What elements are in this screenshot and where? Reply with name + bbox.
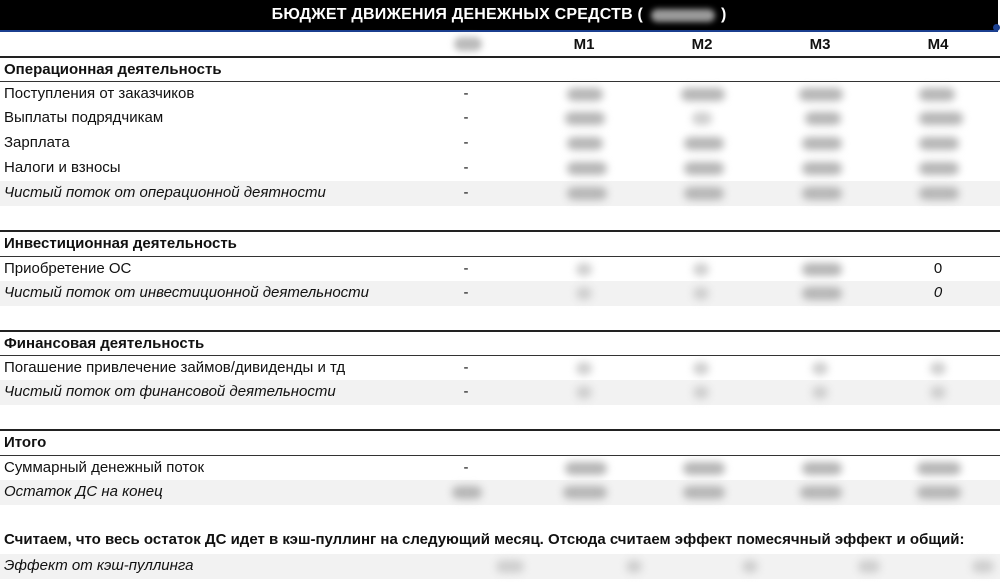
redacted-value [805, 112, 841, 125]
column-header-m4: M4 [927, 36, 949, 53]
row-label: Чистый поток от инвестиционной деятельности [4, 284, 370, 301]
redacted-value [693, 386, 709, 399]
table-row [0, 81, 1000, 107]
section-title: Инвестиционная деятельность [4, 235, 237, 252]
redacted-value [563, 486, 607, 499]
column-header-m1: M1 [573, 36, 595, 53]
row-label: Чистый поток от финансовой деятельности [4, 383, 336, 400]
redacted-value [917, 486, 961, 499]
redacted-value [626, 560, 642, 573]
redacted-value [693, 287, 709, 300]
cell-value: - [463, 159, 469, 176]
redacted-value [684, 187, 724, 200]
cell-value: - [463, 359, 469, 376]
table-row [0, 355, 1000, 381]
section-title: Итого [4, 434, 47, 451]
redacted-value [802, 162, 842, 175]
redacted-value [576, 263, 592, 276]
cell-value: - [463, 184, 469, 201]
redacted-value [684, 162, 724, 175]
redacted-value [802, 462, 842, 475]
redacted-value [565, 462, 607, 475]
report-title: БЮДЖЕТ ДВИЖЕНИЯ ДЕНЕЖНЫХ СРЕДСТВ ( [271, 6, 644, 23]
table-row [0, 380, 1000, 405]
redacted-value [681, 88, 725, 101]
redacted-value [576, 386, 592, 399]
redacted-value [812, 362, 828, 375]
redacted-value [917, 462, 961, 475]
redacted-value [800, 486, 842, 499]
row-label: Эффект от кэш-пуллинга [4, 557, 194, 574]
cell-value: 0 [933, 284, 943, 301]
redacted-value [683, 462, 725, 475]
redacted-value [576, 362, 592, 375]
redacted-column-header [454, 37, 482, 51]
row-label: Чистый поток от операционной деятности [4, 184, 326, 201]
row-label: Выплаты подрядчикам [4, 109, 164, 126]
redacted-value [919, 162, 959, 175]
cell-value: 0 [933, 260, 943, 277]
redacted-value [567, 187, 607, 200]
redacted-value [812, 386, 828, 399]
redacted-value [567, 137, 603, 150]
section-title: Финансовая деятельность [4, 335, 205, 352]
redacted-value [452, 486, 482, 499]
redacted-value [919, 137, 959, 150]
cell-value: - [463, 284, 469, 301]
cell-value: - [463, 134, 469, 151]
row-label: Налоги и взносы [4, 159, 121, 176]
table-row [0, 256, 1000, 282]
table-row [0, 156, 1000, 181]
redacted-value [802, 137, 842, 150]
section-header-investing [0, 230, 1000, 257]
redacted-value [919, 88, 955, 101]
redacted-value [930, 362, 946, 375]
table-row [0, 106, 1000, 131]
cell-value: - [463, 260, 469, 277]
redacted-value [742, 560, 758, 573]
table-row [0, 480, 1000, 505]
redacted-value [799, 88, 843, 101]
redacted-value [802, 287, 842, 300]
table-row [0, 281, 1000, 306]
effect-row [0, 554, 1000, 579]
row-label: Погашение привлечение займов/дивиденды и тд [4, 359, 346, 376]
cash-pooling-note: Считаем, что весь остаток ДС идет в кэш-пуллинг на следующий месяц. Отсюда считаем эффект помесячный эффект и общий: [4, 531, 965, 548]
redacted-period [651, 9, 715, 22]
redacted-value [565, 112, 605, 125]
table-row [0, 455, 1000, 481]
column-header-m3: M3 [809, 36, 831, 53]
redacted-value [692, 112, 712, 125]
section-header-totals [0, 429, 1000, 456]
redacted-value [496, 560, 524, 573]
row-label: Поступления от заказчиков [4, 85, 195, 102]
redacted-value [683, 486, 725, 499]
row-label: Остаток ДС на конец [4, 483, 163, 500]
redacted-value [567, 162, 607, 175]
redacted-value [567, 88, 603, 101]
row-label: Суммарный денежный поток [4, 459, 205, 476]
redacted-value [684, 137, 724, 150]
redacted-value [930, 386, 946, 399]
redacted-value [972, 560, 994, 573]
redacted-value [576, 287, 592, 300]
redacted-value [919, 187, 959, 200]
redacted-value [693, 362, 709, 375]
cell-value: - [463, 459, 469, 476]
redacted-value [919, 112, 963, 125]
redacted-value [802, 263, 842, 276]
row-label: Зарплата [4, 134, 70, 151]
table-row [0, 131, 1000, 156]
cell-value: - [463, 85, 469, 102]
report-title-bar [0, 0, 998, 32]
table-row [0, 181, 1000, 206]
cell-value: - [463, 383, 469, 400]
section-title: Операционная деятельность [4, 61, 222, 78]
redacted-value [693, 263, 709, 276]
redacted-value [858, 560, 880, 573]
column-headers [0, 32, 1000, 56]
section-header-financing [0, 330, 1000, 357]
cell-value: - [463, 109, 469, 126]
section-header-operating [0, 56, 1000, 83]
resize-handle[interactable] [993, 24, 1000, 31]
row-label: Приобретение ОС [4, 260, 132, 277]
column-header-m2: M2 [691, 36, 713, 53]
redacted-value [802, 187, 842, 200]
report-title-suffix: ) [721, 6, 727, 23]
